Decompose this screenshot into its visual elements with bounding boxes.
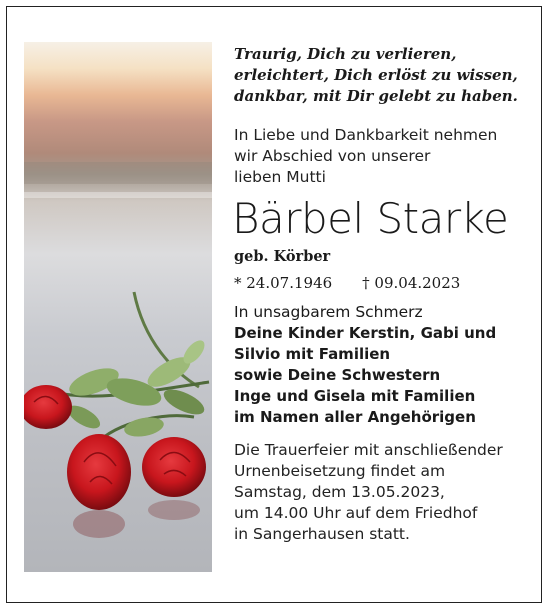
ceremony-line: Die Trauerfeier mit anschließender bbox=[234, 441, 503, 459]
poem-line: erleichtert, Dich erlöst zu wissen, bbox=[234, 66, 518, 84]
birth-date: * 24.07.1946 bbox=[234, 274, 333, 292]
ceremony-line: um 14.00 Uhr auf dem Friedhof bbox=[234, 504, 478, 522]
life-dates bbox=[234, 274, 534, 292]
ceremony-line: Samstag, dem 13.05.2023, bbox=[234, 483, 445, 501]
deceased-name: Bärbel Starke bbox=[232, 194, 509, 243]
maiden-name: geb. Körber bbox=[234, 248, 331, 265]
grief-line: In unsagbarem Schmerz bbox=[234, 303, 423, 321]
poem-line: Traurig, Dich zu verlieren, bbox=[234, 45, 457, 63]
death-date: † 09.04.2023 bbox=[362, 274, 461, 292]
signer-line: sowie Deine Schwestern bbox=[234, 366, 441, 384]
signer-line: im Namen aller Angehörigen bbox=[234, 408, 476, 426]
poem bbox=[234, 44, 534, 107]
ceremony-info bbox=[234, 440, 534, 545]
intro-text bbox=[234, 125, 534, 188]
signer-line: Deine Kinder Kerstin, Gabi und bbox=[234, 324, 497, 342]
poem-line: dankbar, mit Dir gelebt zu haben. bbox=[234, 87, 518, 105]
roses-on-water-image bbox=[24, 42, 212, 572]
signers bbox=[234, 323, 534, 428]
notice-text bbox=[234, 44, 534, 545]
intro-line: wir Abschied von unserer bbox=[234, 147, 431, 165]
intro-line: lieben Mutti bbox=[234, 168, 326, 186]
signer-line: Silvio mit Familien bbox=[234, 345, 391, 363]
ceremony-line: Urnenbeisetzung findet am bbox=[234, 462, 446, 480]
signer-line: Inge und Gisela mit Familien bbox=[234, 387, 476, 405]
ceremony-line: in Sangerhausen statt. bbox=[234, 525, 410, 543]
intro-line: In Liebe und Dankbarkeit nehmen bbox=[234, 126, 498, 144]
